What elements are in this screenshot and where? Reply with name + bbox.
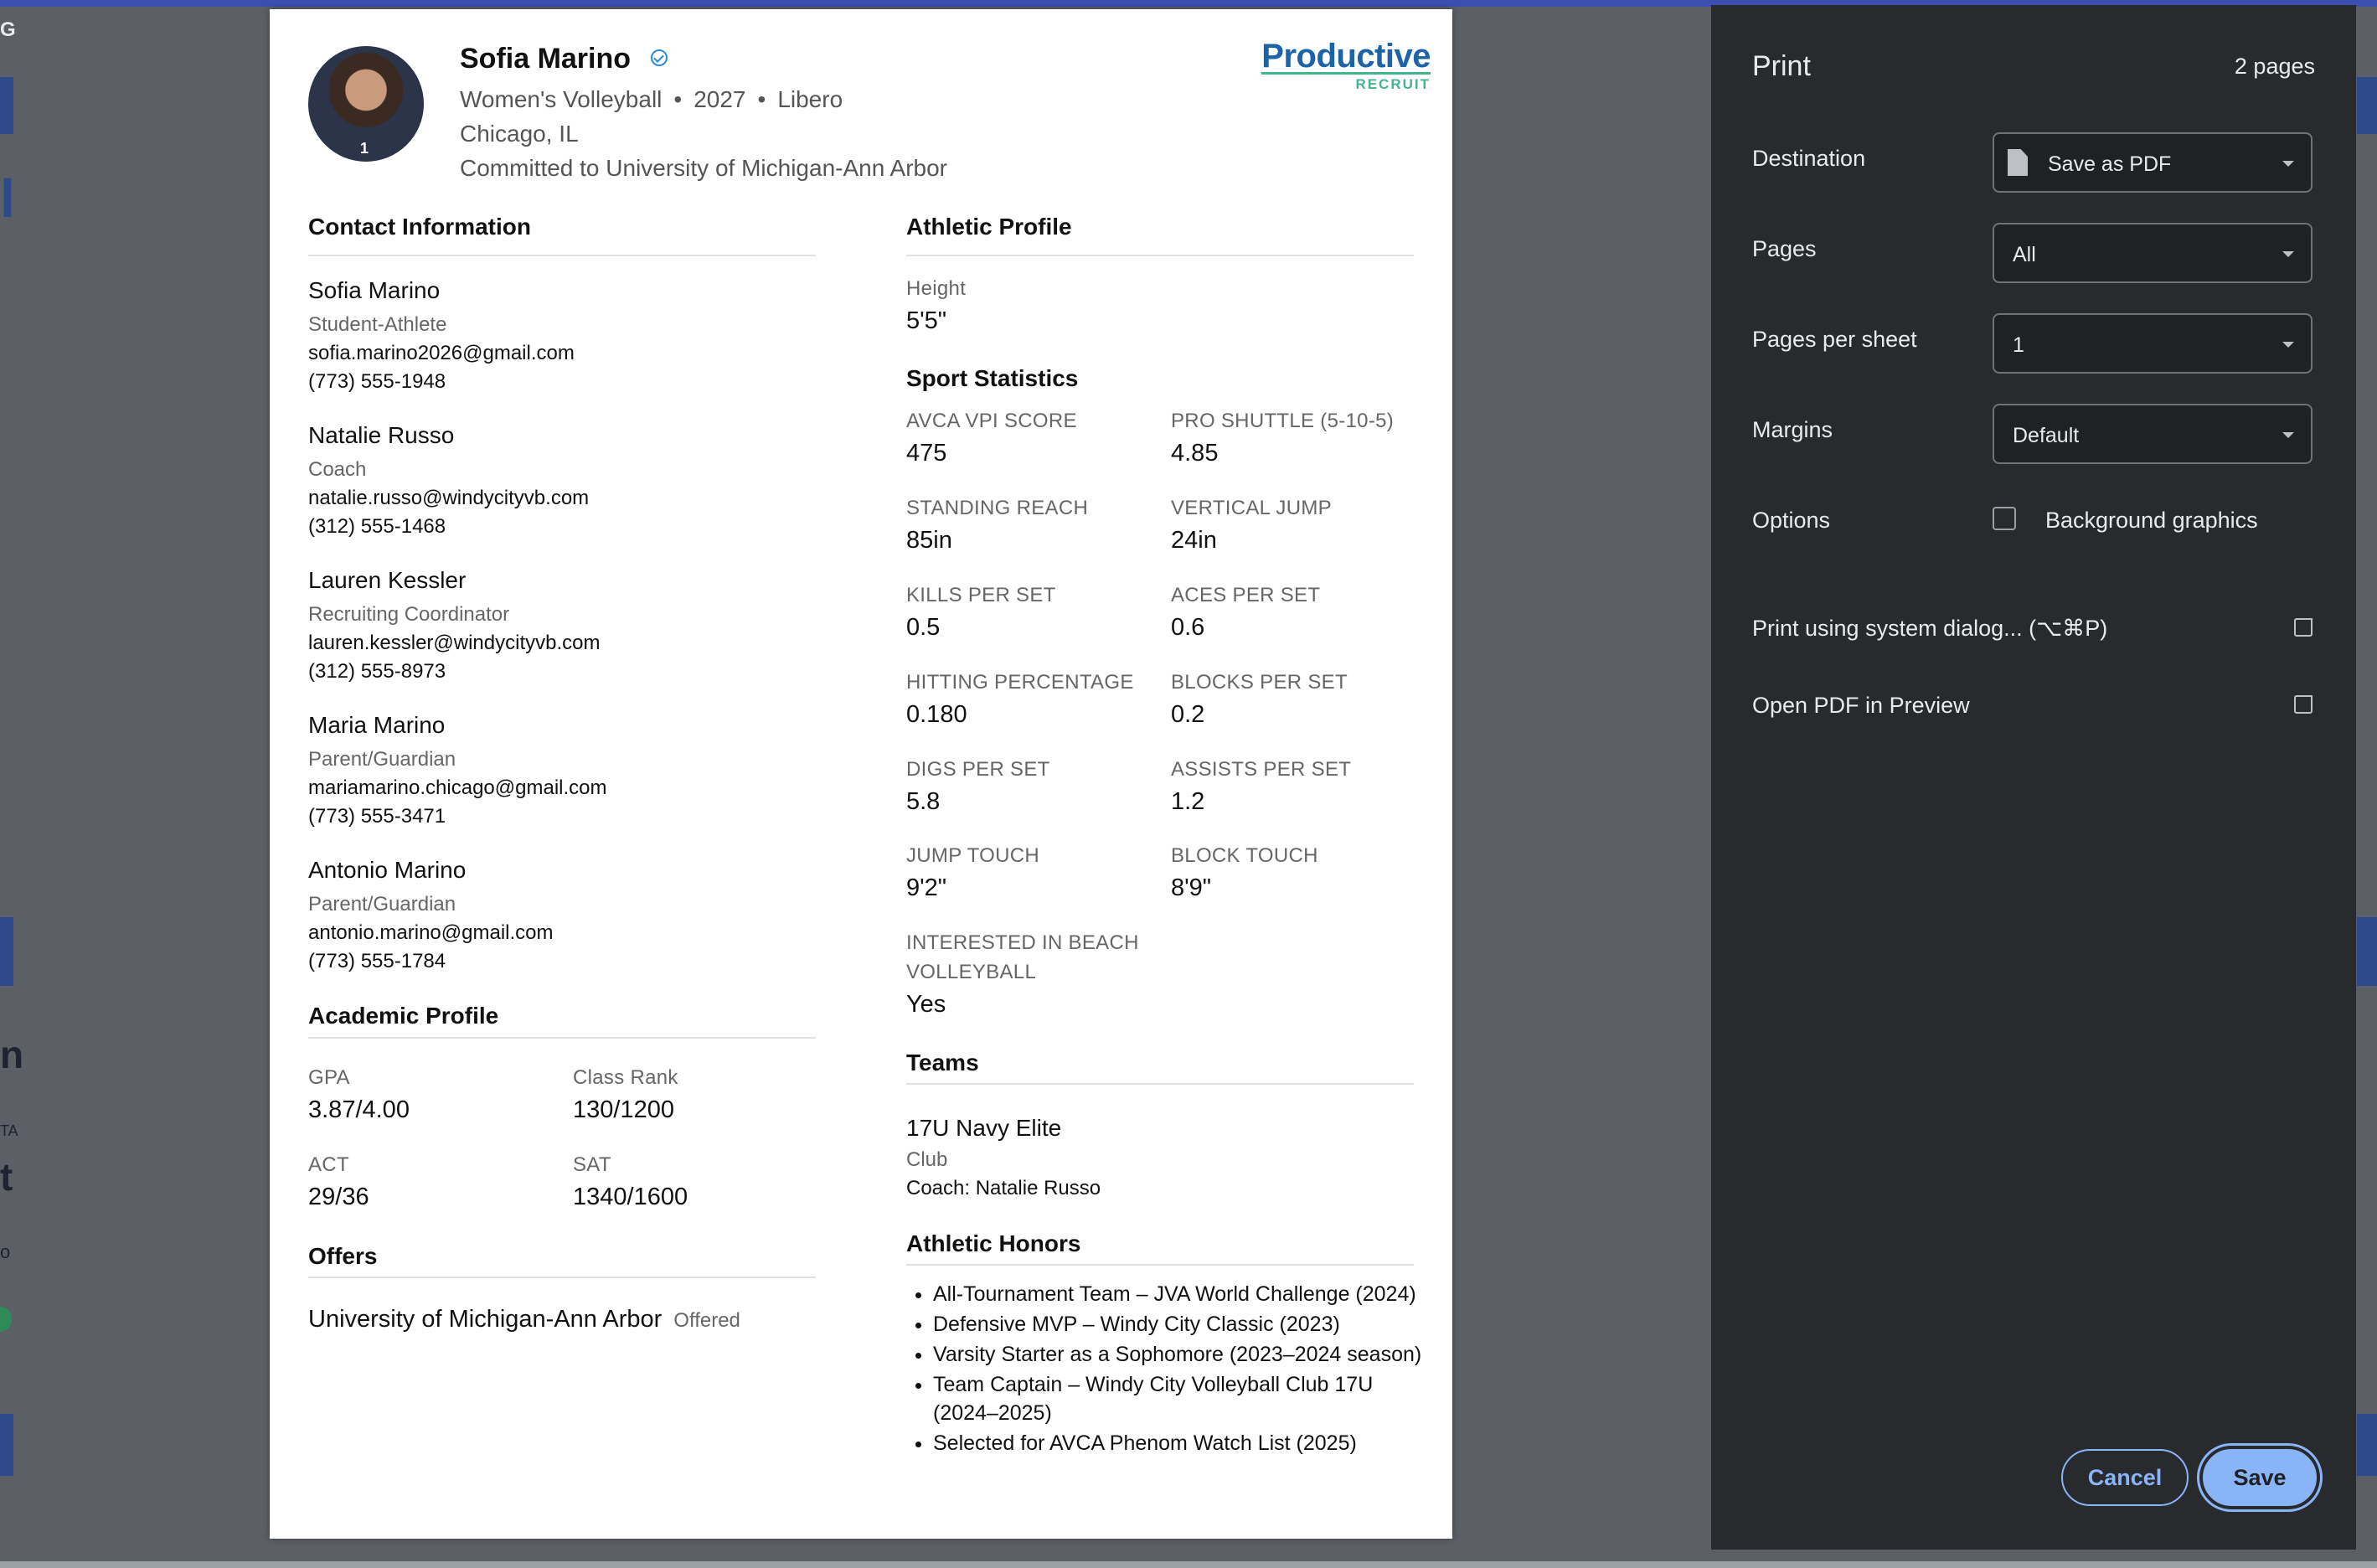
pages-per-sheet-label: Pages per sheet: [1752, 327, 1917, 352]
document-icon: [2008, 149, 2028, 176]
background-text: l: [0, 168, 15, 229]
stat-value: 24in: [1171, 527, 1217, 554]
contact-name: Maria Marino: [308, 712, 446, 738]
contact-role: Coach: [308, 458, 367, 481]
destination-select[interactable]: [1993, 132, 2313, 193]
pages-select[interactable]: [1993, 223, 2313, 283]
chevron-down-icon: [2282, 161, 2294, 167]
page-count: 2 pages: [2234, 54, 2315, 79]
background-nav-strip: [0, 917, 13, 986]
offers-section-title: Offers: [308, 1243, 378, 1269]
margins-value: Default: [2013, 424, 2080, 447]
class-rank-label: Class Rank: [573, 1066, 678, 1089]
chevron-down-icon: [2282, 432, 2294, 438]
athlete-avatar: [308, 46, 424, 162]
sport-stats-title: Sport Statistics: [906, 365, 1079, 391]
stat-label: VERTICAL JUMP: [1171, 497, 1332, 519]
stat-label: HITTING PERCENTAGE: [906, 671, 1134, 694]
contact-name: Lauren Kessler: [308, 567, 467, 593]
contact-phone: (773) 555-1948: [308, 370, 446, 393]
background-graphics-label[interactable]: Background graphics: [2045, 508, 2258, 533]
honor-item: • Defensive MVP – Windy City Classic (2023): [933, 1310, 1436, 1338]
contact-email: antonio.marino@gmail.com: [308, 921, 554, 944]
honors-section-title: Athletic Honors: [906, 1230, 1081, 1256]
athlete-sport: Women's Volleyball: [460, 86, 663, 112]
chevron-down-icon: [2282, 342, 2294, 348]
sat-label: SAT: [573, 1153, 611, 1176]
margins-label: Margins: [1752, 417, 1833, 442]
system-dialog-link[interactable]: Print using system dialog... (⌥⌘P): [1752, 616, 2108, 641]
stat-value: 0.6: [1171, 614, 1205, 641]
act-value: 29/36: [308, 1184, 369, 1210]
contact-email: lauren.kessler@windycityvb.com: [308, 632, 601, 654]
contact-section-title: Contact Information: [308, 214, 531, 240]
background-nav-strip: [0, 1414, 13, 1476]
height-label: Height: [906, 277, 967, 300]
height-value: 5'5": [906, 307, 947, 334]
section-divider: [308, 1037, 816, 1039]
background-nav-strip: [2357, 77, 2377, 134]
gpa-label: GPA: [308, 1066, 350, 1089]
bullet-separator: •: [757, 86, 766, 112]
contact-role: Student-Athlete: [308, 313, 447, 336]
section-divider: [906, 1083, 1414, 1085]
stat-value: 85in: [906, 527, 952, 554]
athlete-name: Sofia Marino: [460, 43, 632, 75]
athlete-class-year: 2027: [694, 86, 746, 112]
offer-status: Offered: [673, 1309, 740, 1332]
contact-phone: (773) 555-1784: [308, 950, 446, 972]
verified-check-icon: [651, 49, 668, 66]
athletic-section-title: Athletic Profile: [906, 214, 1072, 240]
background-text: t: [0, 1155, 13, 1199]
honor-item: • Varsity Starter as a Sophomore (2023–2024 season): [933, 1340, 1436, 1369]
stat-label: ACES PER SET: [1171, 584, 1321, 606]
beach-interest-label: VOLLEYBALL: [906, 961, 1037, 983]
cancel-button[interactable]: Cancel: [2061, 1449, 2189, 1506]
pages-per-sheet-value: 1: [2013, 333, 2024, 357]
offer-school: University of Michigan-Ann Arbor: [308, 1306, 663, 1333]
print-title: Print: [1752, 50, 1811, 82]
stat-value: 8'9": [1171, 874, 1212, 901]
stat-label: PRO SHUTTLE (5-10-5): [1171, 410, 1395, 432]
pages-per-sheet-select[interactable]: [1993, 313, 2313, 374]
contact-email: mariamarino.chicago@gmail.com: [308, 776, 607, 799]
section-divider: [308, 255, 816, 256]
gpa-value: 3.87/4.00: [308, 1096, 410, 1123]
productive-recruit-logo: [1261, 38, 1431, 93]
open-external-icon[interactable]: [2294, 695, 2313, 714]
stat-value: 4.85: [1171, 440, 1219, 467]
background-text: TA: [0, 1122, 18, 1139]
stat-label: BLOCK TOUCH: [1171, 844, 1318, 867]
print-settings-panel: [1711, 5, 2356, 1550]
honor-item: • Team Captain – Windy City Volleyball Club 17U (2024–2025): [933, 1370, 1436, 1427]
stat-value: 9'2": [906, 874, 947, 901]
sat-value: 1340/1600: [573, 1184, 688, 1210]
stat-label: BLOCKS PER SET: [1171, 671, 1348, 694]
open-external-icon[interactable]: [2294, 618, 2313, 637]
save-button[interactable]: Save: [2203, 1449, 2317, 1506]
teams-section-title: Teams: [906, 1050, 979, 1075]
pages-value: All: [2013, 243, 2036, 266]
contact-role: Recruiting Coordinator: [308, 603, 510, 626]
contact-email: natalie.russo@windycityvb.com: [308, 487, 590, 509]
stat-value: 0.5: [906, 614, 941, 641]
bullet-separator: •: [673, 86, 683, 112]
chevron-down-icon: [2282, 251, 2294, 257]
stat-label: JUMP TOUCH: [906, 844, 1040, 867]
background-text: o: [0, 1241, 11, 1262]
honor-item: • All-Tournament Team – JVA World Challenge (2024): [933, 1280, 1436, 1308]
stat-value: 0.2: [1171, 701, 1205, 728]
logo-subword: RECRUIT: [1261, 72, 1431, 93]
honors-list: [910, 1280, 1436, 1459]
background-nav-strip: [0, 77, 13, 134]
background-nav-strip: [2357, 1414, 2377, 1476]
stat-label: AVCA VPI SCORE: [906, 410, 1077, 432]
team-coach: Coach: Natalie Russo: [906, 1177, 1101, 1199]
destination-value: Save as PDF: [2048, 152, 2172, 176]
offer-item: [308, 1306, 740, 1333]
pages-label: Pages: [1752, 236, 1817, 261]
section-divider: [906, 255, 1414, 256]
class-rank-value: 130/1200: [573, 1096, 674, 1123]
athlete-sport-line: [460, 86, 843, 113]
background-text: G: [0, 18, 16, 41]
stat-label: ASSISTS PER SET: [1171, 758, 1352, 781]
destination-label: Destination: [1752, 146, 1866, 171]
act-label: ACT: [308, 1153, 349, 1176]
background-text: n: [0, 1033, 24, 1076]
open-pdf-preview-link[interactable]: Open PDF in Preview: [1752, 693, 1970, 718]
academic-section-title: Academic Profile: [308, 1003, 499, 1029]
contact-role: Parent/Guardian: [308, 893, 456, 916]
athlete-position: Libero: [777, 86, 843, 112]
section-divider: [308, 1277, 816, 1278]
stat-value: 1.2: [1171, 788, 1205, 815]
athlete-location: Chicago, IL: [460, 121, 579, 147]
honor-item: • Selected for AVCA Phenom Watch List (2025): [933, 1429, 1436, 1457]
contact-phone: (312) 555-1468: [308, 515, 446, 538]
jersey-number: 1: [360, 140, 369, 157]
stat-value: 0.180: [906, 701, 967, 728]
stat-label: DIGS PER SET: [906, 758, 1050, 781]
background-graphics-checkbox[interactable]: [1993, 507, 2016, 530]
stat-label: STANDING REACH: [906, 497, 1089, 519]
contact-email: sofia.marino2026@gmail.com: [308, 342, 575, 364]
options-label: Options: [1752, 508, 1831, 533]
stat-value: 475: [906, 440, 947, 467]
margins-select[interactable]: [1993, 404, 2313, 464]
beach-interest-label: INTERESTED IN BEACH: [906, 931, 1139, 954]
stat-value: 5.8: [906, 788, 941, 815]
contact-phone: (773) 555-3471: [308, 805, 446, 828]
contact-name: Antonio Marino: [308, 857, 467, 883]
background-nav-strip: [2357, 917, 2377, 986]
logo-wordmark: Productive: [1261, 38, 1431, 75]
contact-name: Sofia Marino: [308, 277, 441, 303]
stat-label: KILLS PER SET: [906, 584, 1056, 606]
team-type: Club: [906, 1148, 948, 1171]
beach-interest-value: Yes: [906, 991, 946, 1018]
background-bottom-edge: [0, 1561, 2377, 1568]
section-divider: [906, 1264, 1414, 1266]
contact-role: Parent/Guardian: [308, 748, 456, 771]
contact-name: Natalie Russo: [308, 422, 455, 448]
team-name: 17U Navy Elite: [906, 1115, 1062, 1141]
contact-phone: (312) 555-8973: [308, 660, 446, 683]
athlete-commitment: Committed to University of Michigan-Ann Arbor: [460, 155, 947, 181]
